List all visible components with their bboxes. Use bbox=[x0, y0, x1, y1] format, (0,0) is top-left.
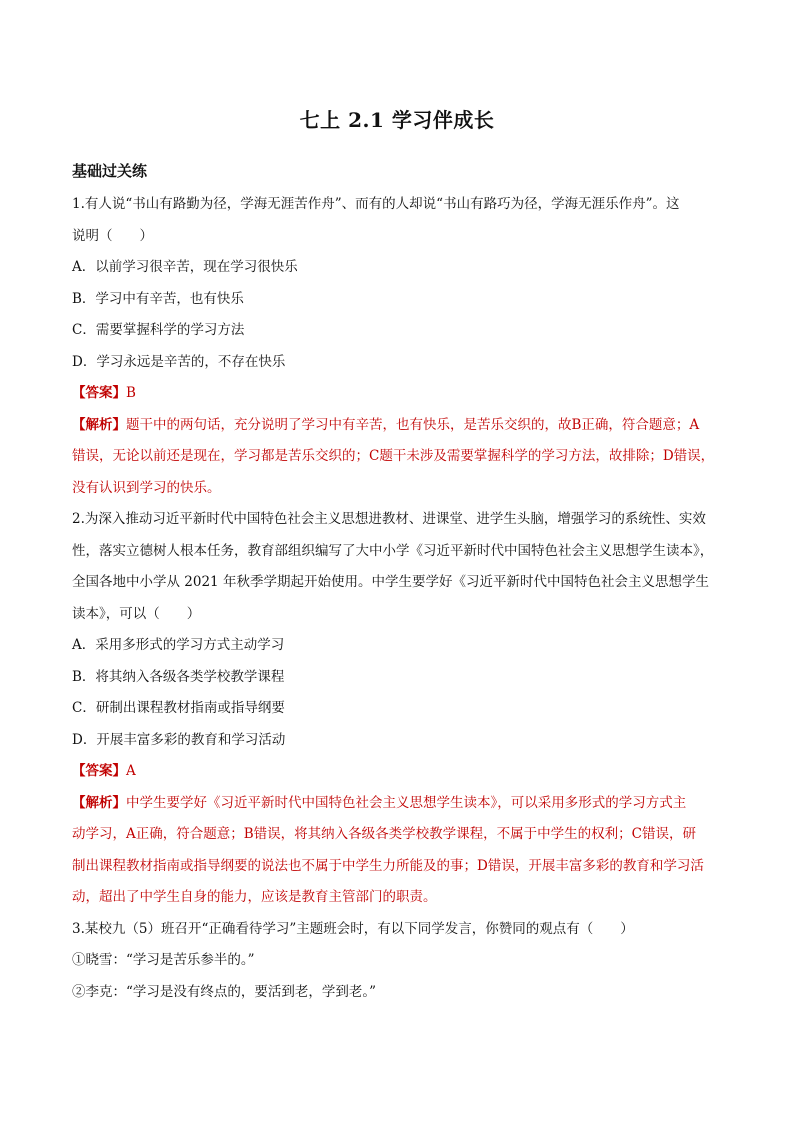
option-d: D．学习永远是辛苦的，不存在快乐 bbox=[72, 353, 286, 370]
option-a: A．以前学习很辛苦，现在学习很快乐 bbox=[72, 259, 298, 275]
stem-line: 全国各地中小学从 2021 年秋季学期起开始使用。中学生要学好《习近平新时代中国特色社会主义思想学生 bbox=[72, 574, 709, 590]
answer-line bbox=[72, 756, 722, 788]
answer-value: A bbox=[126, 763, 136, 779]
stem-line: 说明（ ） bbox=[72, 227, 153, 244]
answer-label: 【答案】 bbox=[72, 763, 126, 779]
analysis-line: 没有认识到学习的快乐。 bbox=[72, 479, 221, 496]
page-title: 七上 2.1 学习伴成长 bbox=[299, 108, 495, 132]
option-c: C．研制出课程教材指南或指导纲要 bbox=[72, 700, 285, 716]
analysis-line: 制出课程教材指南或指导纲要的说法也不属于中学生力所能及的事；D错误，开展丰富多彩的教育和学习活 bbox=[72, 857, 704, 874]
answer-line bbox=[72, 378, 722, 410]
analysis bbox=[72, 410, 722, 505]
option-d: D．开展丰富多彩的教育和学习活动 bbox=[72, 731, 286, 748]
analysis-line: 动，超出了中学生自身的能力，应该是教育主管部门的职责。 bbox=[72, 889, 437, 905]
analysis-label: 【解析】 bbox=[72, 794, 126, 811]
analysis-line: 动学习，A正确，符合题意；B错误，将其纳入各级各类学校教学课程，不属于中学生的权利；C错误，研 bbox=[72, 826, 696, 842]
analysis-line bbox=[72, 410, 722, 442]
answer-label: 【答案】 bbox=[72, 385, 126, 401]
option-b: B．学习中有辛苦，也有快乐 bbox=[72, 290, 244, 307]
statement-2: ②李克：“学习是没有终点的，要活到老，学到老。” bbox=[72, 983, 377, 1000]
stem-line: 性，落实立德树人根本任务，教育部组织编写了大中小学《习近平新时代中国特色社会主义思想学生读本》， bbox=[72, 542, 714, 559]
question-3-stem: 3.某校九（5）班召开“正确看待学习”主题班会时，有以下同学发言，你赞同的观点有（ ） bbox=[72, 920, 634, 937]
question-3 bbox=[72, 914, 722, 1009]
section-title: 基础过关练 bbox=[72, 162, 148, 180]
stem-line: 2.为深入推动习近平新时代中国特色社会主义思想进教材、进课堂、进学生头脑，增强学习的系统性、实效 bbox=[72, 511, 706, 527]
option-c: C．需要掌握科学的学习方法 bbox=[72, 322, 245, 338]
option-b: B．将其纳入各级各类学校教学课程 bbox=[72, 668, 285, 685]
stem-line: 读本》，可以（ ） bbox=[72, 605, 201, 622]
question-2-stem bbox=[72, 504, 722, 630]
analysis-line: 错误，无论以前还是现在，学习都是苦乐交织的；C题干未涉及需要掌握科学的学习方法，故排除；D错误， bbox=[72, 448, 715, 464]
option-a: A．采用多形式的学习方式主动学习 bbox=[72, 637, 285, 653]
analysis-label: 【解析】 bbox=[72, 416, 126, 433]
statement-1: ①晓雪：“学习是苦乐参半的。” bbox=[72, 952, 255, 968]
answer-value: B bbox=[126, 385, 136, 401]
question-1-stem bbox=[72, 189, 722, 252]
analysis bbox=[72, 788, 722, 914]
analysis-text: 中学生要学好《习近平新时代中国特色社会主义思想学生读本》，可以采用多形式的学习方式主 bbox=[126, 794, 687, 811]
question-2 bbox=[72, 504, 722, 914]
analysis-line bbox=[72, 788, 722, 820]
stem-line: 1.有人说“书山有路勤为径，学海无涯苦作舟”、而有的人却说“书山有路巧为径，学海无涯乐作舟”。这 bbox=[72, 196, 680, 212]
question-1 bbox=[72, 189, 722, 504]
analysis-text: 题干中的两句话，充分说明了学习中有辛苦，也有快乐，是苦乐交织的，故B正确，符合题意；A bbox=[126, 416, 700, 433]
